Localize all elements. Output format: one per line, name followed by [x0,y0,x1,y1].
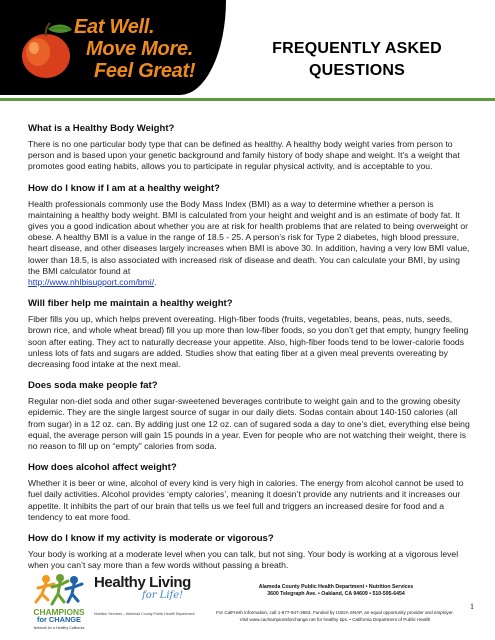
bmi-calculator-link[interactable]: http://www.nhlbisupport.com/bmi/ [28,277,155,288]
champions-tagline: Network for a Healthy California [33,626,85,630]
slogan-line-1: Eat Well. [74,16,155,38]
champions-wordmark [30,608,88,624]
faq-answer-activity: Your body is working at a moderate level when you can talk, but not sing. Your body is working at a vigorous level when you can’t say more than a few words without passing a breath. [28,549,459,571]
for-change-word: for CHANGE [37,615,81,624]
healthy-living-wordmark: Healthy Living [94,574,191,591]
department-name: Alameda County Public Health Department • Nutrition Services [258,584,414,590]
department-address: 3600 Telegraph Ave. • Oakland, CA 94609 • 510-595-6454 [267,591,405,598]
for-life-wordmark: for Life! [142,590,184,601]
faq-list [28,123,472,581]
funding-line-1: For CalFresh information, call 1-877-847-3663. Funded by USDA SNAP, an equal opportunity provider and employer. [216,610,454,615]
faq-answer-bmi-text: Health professionals commonly use the Body Mass Index (BMI) as a way to determine whether a person is maintaining a healthy body weight. BMI is calculated from your height and weight and is an estimate of body fat. It gives you a good indication about whether you are at risk for health problems that are related to being overweight or obese. A healthy BMI is a value in the range of 18.5 - 25. A person’s risk for Type 2 diabetes, high blood pressure, heart disease, and other diseases largely increases when BMI is above 30. In addition, having a very low BMI value, lower than 18.5, is also associated with increased risk of disease and death. You can calculate your BMI, by using the BMI calculator found at [28,198,470,276]
faq-question-activity: How do I know if my activity is moderate or vigorous? [28,533,274,545]
slogan-line-2: Move More. [86,38,194,60]
slogan [72,16,212,82]
department-contact [246,584,426,599]
faq-question-soda: Does soda make people fat? [28,380,158,392]
funding-line-2: Visit www.cachampionsforchange.net for healthy tips. • California Department of Public Health [239,616,431,622]
page-header [0,0,495,103]
faq-question-healthy-weight-check: How do I know if I am at a healthy weight? [28,182,220,194]
slogan-banner [0,0,226,95]
funding-notice [190,610,480,623]
slogan-line-3: Feel Great! [94,60,196,82]
faq-answer-alcohol: Whether it is beer or wine, alcohol of every kind is very high in calories. The energy from alcohol cannot be used to fuel daily activities. Alcohol provides ‘empty calories’, meaning it doesn’t provide any nutrients and it increases our appetite. It inhibits the part of our brain that tells us we feel full and triggers an increased desire for food and a tendency to eat more food. [28,478,464,522]
runners-icon [30,572,88,608]
page-title [232,38,482,82]
bmi-link-suffix: . [154,277,157,288]
faq-answer-healthy-body-weight: There is no one particular body type that can be defined as healthy. A healthy body weight varies from person to person and is based upon your genetic background and family history of body shape and weight. It’s a weight that promotes good eating habits, allows you to participate in regular physical activity, and is acceptable to you. [28,139,460,172]
champions-for-change-logo [30,572,88,634]
peach-icon [16,20,74,80]
faq-question-fiber: Will fiber help me maintain a healthy weight? [28,298,233,310]
champions-word: CHAMPIONS [33,607,85,617]
faq-answer-soda: Regular non-diet soda and other sugar-sweetened beverages contribute to weight gain and to the growing obesity epidemic. They are the single largest source of sugar in our daily diets. Sodas contain about 140-150 calories (all from sugar) in a 12 oz. can. By adding just one 12 oz. can of sugared soda a day to one’s diet, everything else being equal, the average person will gain 15 pounds in a year. Even for people who are not watching their weight, there is no reason to fill up on “empty” calories from soda. [28,396,470,452]
healthy-living-tagline: Nutrition Services – Alameda County Public Health Department [94,612,195,616]
page-title-line-2: QUESTIONS [308,62,406,79]
header-divider [0,98,495,101]
faq-question-healthy-body-weight: What is a Healthy Body Weight? [28,123,175,134]
page-footer [0,560,495,640]
healthy-living-logo [94,574,194,616]
faq-answer-fiber: Fiber fills you up, which helps prevent overeating. High-fiber foods (fruits, vegetables, beans, peas, nuts, seeds, brown rice, and whole wheat bread) fill you up more than low-fiber foods, so you don’t get that empty, hungry feeling soon after eating. They act to naturally decrease your appetite. Also, high-fiber foods tend to be lower-calorie foods unless lots of fats and sugars are added. Studies show that eating fiber at a given meal prevents overeating by decreasing food intake at the next meal. [28,314,469,370]
faq-answer-healthy-weight-check [28,199,472,289]
page-number: 1 [470,602,474,611]
page-title-line-1: FREQUENTLY ASKED [272,40,442,57]
faq-question-alcohol: How does alcohol affect weight? [28,462,177,474]
